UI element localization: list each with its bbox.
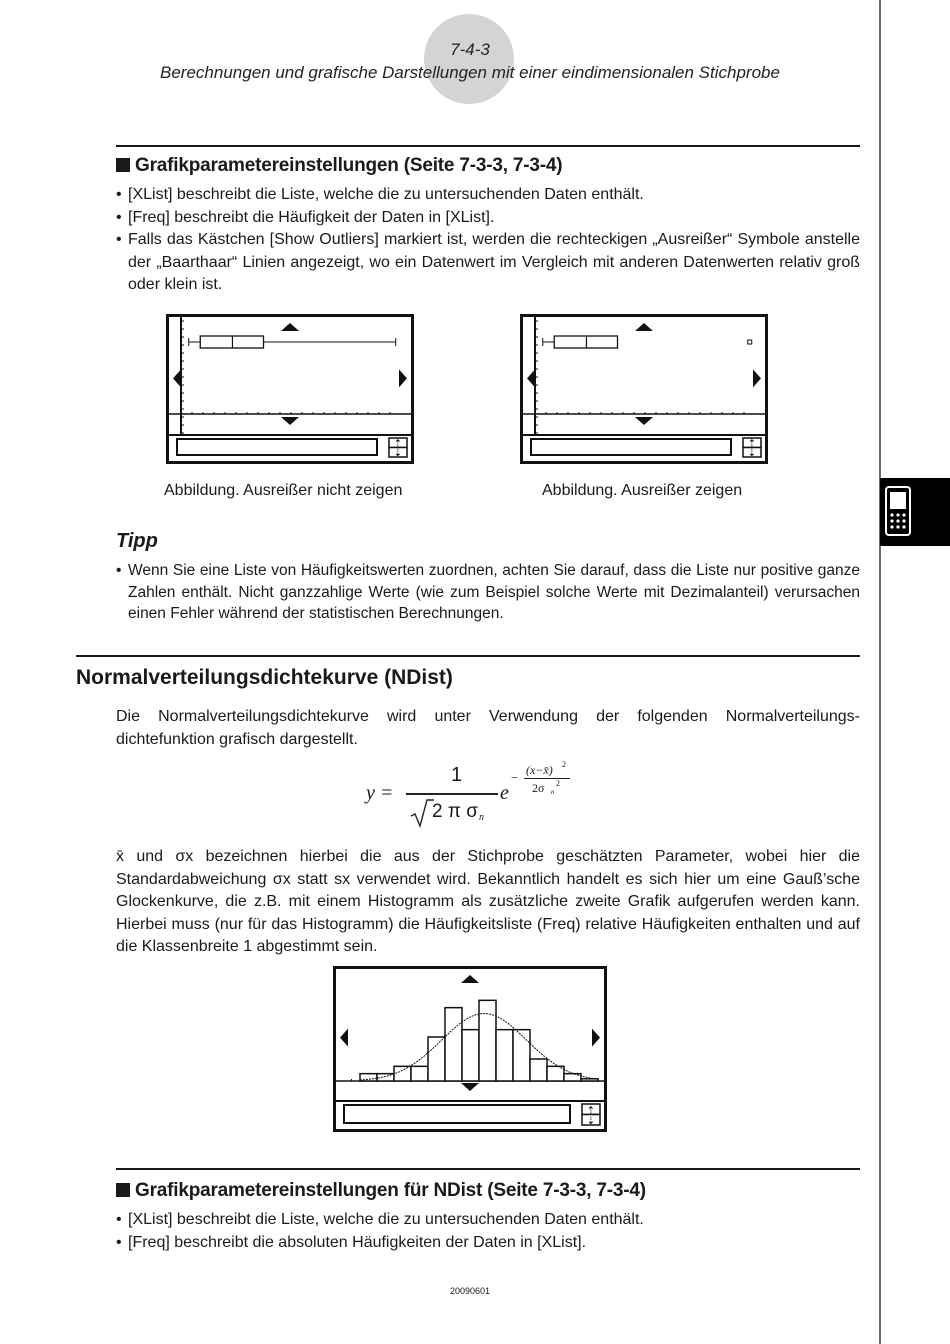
formula-base: e	[500, 782, 509, 804]
list-item: • [Freq] beschreibt die absoluten Häufigkeiten der Daten in [XList].	[116, 1232, 860, 1255]
down-arrow-icon: ⇣	[393, 448, 403, 459]
scroll-right-arrow-icon	[753, 369, 761, 387]
figure-caption: Abbildung. Ausreißer zeigen	[542, 482, 743, 499]
page-edge-rule	[879, 0, 881, 1344]
page-number: 7-4-3	[450, 40, 490, 59]
ndist-settings-list	[116, 1209, 860, 1254]
scroll-left-arrow-icon	[173, 369, 181, 387]
scroll-down-arrow-icon	[461, 1083, 479, 1091]
scroll-up-arrow-icon	[281, 323, 299, 331]
section-rule	[76, 655, 860, 657]
list-item: • Falls das Kästchen [Show Outliers] markiert ist, werden die rechteckigen „Ausreißer“ Symbole anstelle der „Baarthaar“ Linien angezeigt, wo ein Datenwert im Vergleich mit anderen Datenwerten relativ groß oder klein ist.	[116, 229, 860, 297]
chapter-tab	[880, 478, 950, 546]
up-arrow-icon: ⇡	[747, 438, 757, 450]
message-box	[177, 439, 377, 455]
section-heading: Grafikparametereinstellungen für NDist (Seite 7-3-3, 7-3-4)	[116, 1180, 646, 1202]
list-item: • Wenn Sie eine Liste von Häufigkeitswerten zuordnen, achten Sie darauf, dass die Liste nur positive ganze Zahlen enthält. Nicht ganzzahlige Werte (wie zum Beispiel solche Werte mit Dezimalanteil) verursachen einen Fehler während der statistischen Berechnungen.	[116, 560, 860, 625]
square-bullet-icon	[116, 158, 130, 172]
scroll-down-arrow-icon	[281, 417, 299, 425]
message-box	[344, 1105, 570, 1123]
boxplot-screen-outliers	[520, 314, 768, 464]
section-rule	[116, 145, 860, 147]
fraction-bar	[406, 793, 498, 795]
formula-exp-sign: −	[511, 770, 519, 785]
sqrt-icon	[410, 798, 434, 828]
calculator-icon	[880, 478, 950, 546]
scroll-down-arrow-icon	[635, 417, 653, 425]
formula-exp-den-sup: 2	[556, 779, 560, 788]
scroll-up-arrow-icon	[461, 975, 479, 983]
scroll-left-arrow-icon	[340, 1029, 348, 1047]
footer-code: 20090601	[449, 1286, 491, 1296]
settings-list	[116, 184, 860, 297]
up-arrow-icon: ⇡	[586, 1105, 596, 1117]
running-title: Berechnungen und grafische Darstellungen mit einer eindimensionalen Stichprobe	[160, 63, 780, 82]
tip-list	[116, 560, 860, 625]
formula-exp-numerator: (x−x̄)	[526, 763, 553, 777]
square-bullet-icon	[116, 1183, 130, 1197]
histogram-bar	[411, 1066, 428, 1081]
boxplot-svg	[169, 317, 411, 461]
scroll-left-arrow-icon	[527, 369, 535, 387]
list-item: • [Freq] beschreibt die Häufigkeit der Daten in [XList].	[116, 207, 860, 230]
histogram-screen	[333, 966, 607, 1132]
scroll-right-arrow-icon	[399, 369, 407, 387]
histogram-bar	[530, 1059, 547, 1081]
formula-numerator: 1	[451, 764, 463, 786]
down-arrow-icon: ⇣	[747, 448, 757, 459]
formula-lhs: y =	[366, 782, 394, 804]
body-paragraph: x̄ und σx bezeichnen hierbei die aus der Stichprobe geschätzten Parameter, wobei hier die Standardabweichung σx statt sx verwendet wird. Bekanntlich handelt es sich hier um eine Gauß’sche Glockenkurve, die z.B. mit einem Histogramm als zusätzliche zweite Grafik aufgerufen werden kann. Hierbei muss (nur für das Histogramm) die Häufigkeitsliste (Freq) relative Häufigkeiten enthalten und auf die Klassenbreite 1 abgestimmt sein.	[116, 848, 860, 955]
tip-heading: Tipp	[116, 530, 158, 552]
normal-density-formula	[366, 760, 596, 832]
formula-exp-den-sub: n	[551, 788, 555, 796]
outlier-marker	[748, 340, 752, 344]
histogram-bar	[428, 1037, 445, 1081]
scroll-up-arrow-icon	[635, 323, 653, 331]
figure-caption: Abbildung. Ausreißer nicht zeigen	[164, 482, 403, 499]
histogram-bar	[360, 1074, 377, 1081]
up-arrow-icon: ⇡	[393, 438, 403, 450]
intro-paragraph: Die Normalverteilungsdichtekurve wird unter Verwendung der folgenden Normalverteilungs-dichtefunktion grafisch dargestellt.	[116, 708, 860, 748]
histogram-bar	[462, 1030, 479, 1081]
message-box	[531, 439, 731, 455]
histogram-bar	[496, 1030, 513, 1081]
section-heading: Normalverteilungsdichtekurve (NDist)	[76, 666, 453, 689]
down-arrow-icon: ⇣	[586, 1116, 596, 1127]
formula-exp-denominator: 2σ	[532, 781, 545, 795]
list-item: • [XList] beschreibt die Liste, welche die zu untersuchenden Daten enthält.	[116, 184, 860, 207]
histogram-bar	[394, 1066, 411, 1081]
histogram-bar	[445, 1008, 462, 1081]
formula-exp-num-sup: 2	[562, 760, 566, 769]
scroll-right-arrow-icon	[592, 1029, 600, 1047]
section-heading: Grafikparametereinstellungen (Seite 7-3-3, 7-3-4)	[116, 155, 562, 177]
formula-denominator: 2 π σ	[432, 801, 478, 822]
histogram-svg	[336, 969, 604, 1129]
section-rule	[116, 1168, 860, 1170]
list-item: • [XList] beschreibt die Liste, welche die zu untersuchenden Daten enthält.	[116, 1209, 860, 1232]
histogram-bar	[479, 1000, 496, 1081]
boxplot-screen-no-outliers	[166, 314, 414, 464]
exponent-fraction-bar	[524, 778, 570, 779]
formula-denominator-sub: n	[479, 812, 484, 823]
histogram-bar	[513, 1030, 530, 1081]
boxplot-svg	[523, 317, 765, 461]
